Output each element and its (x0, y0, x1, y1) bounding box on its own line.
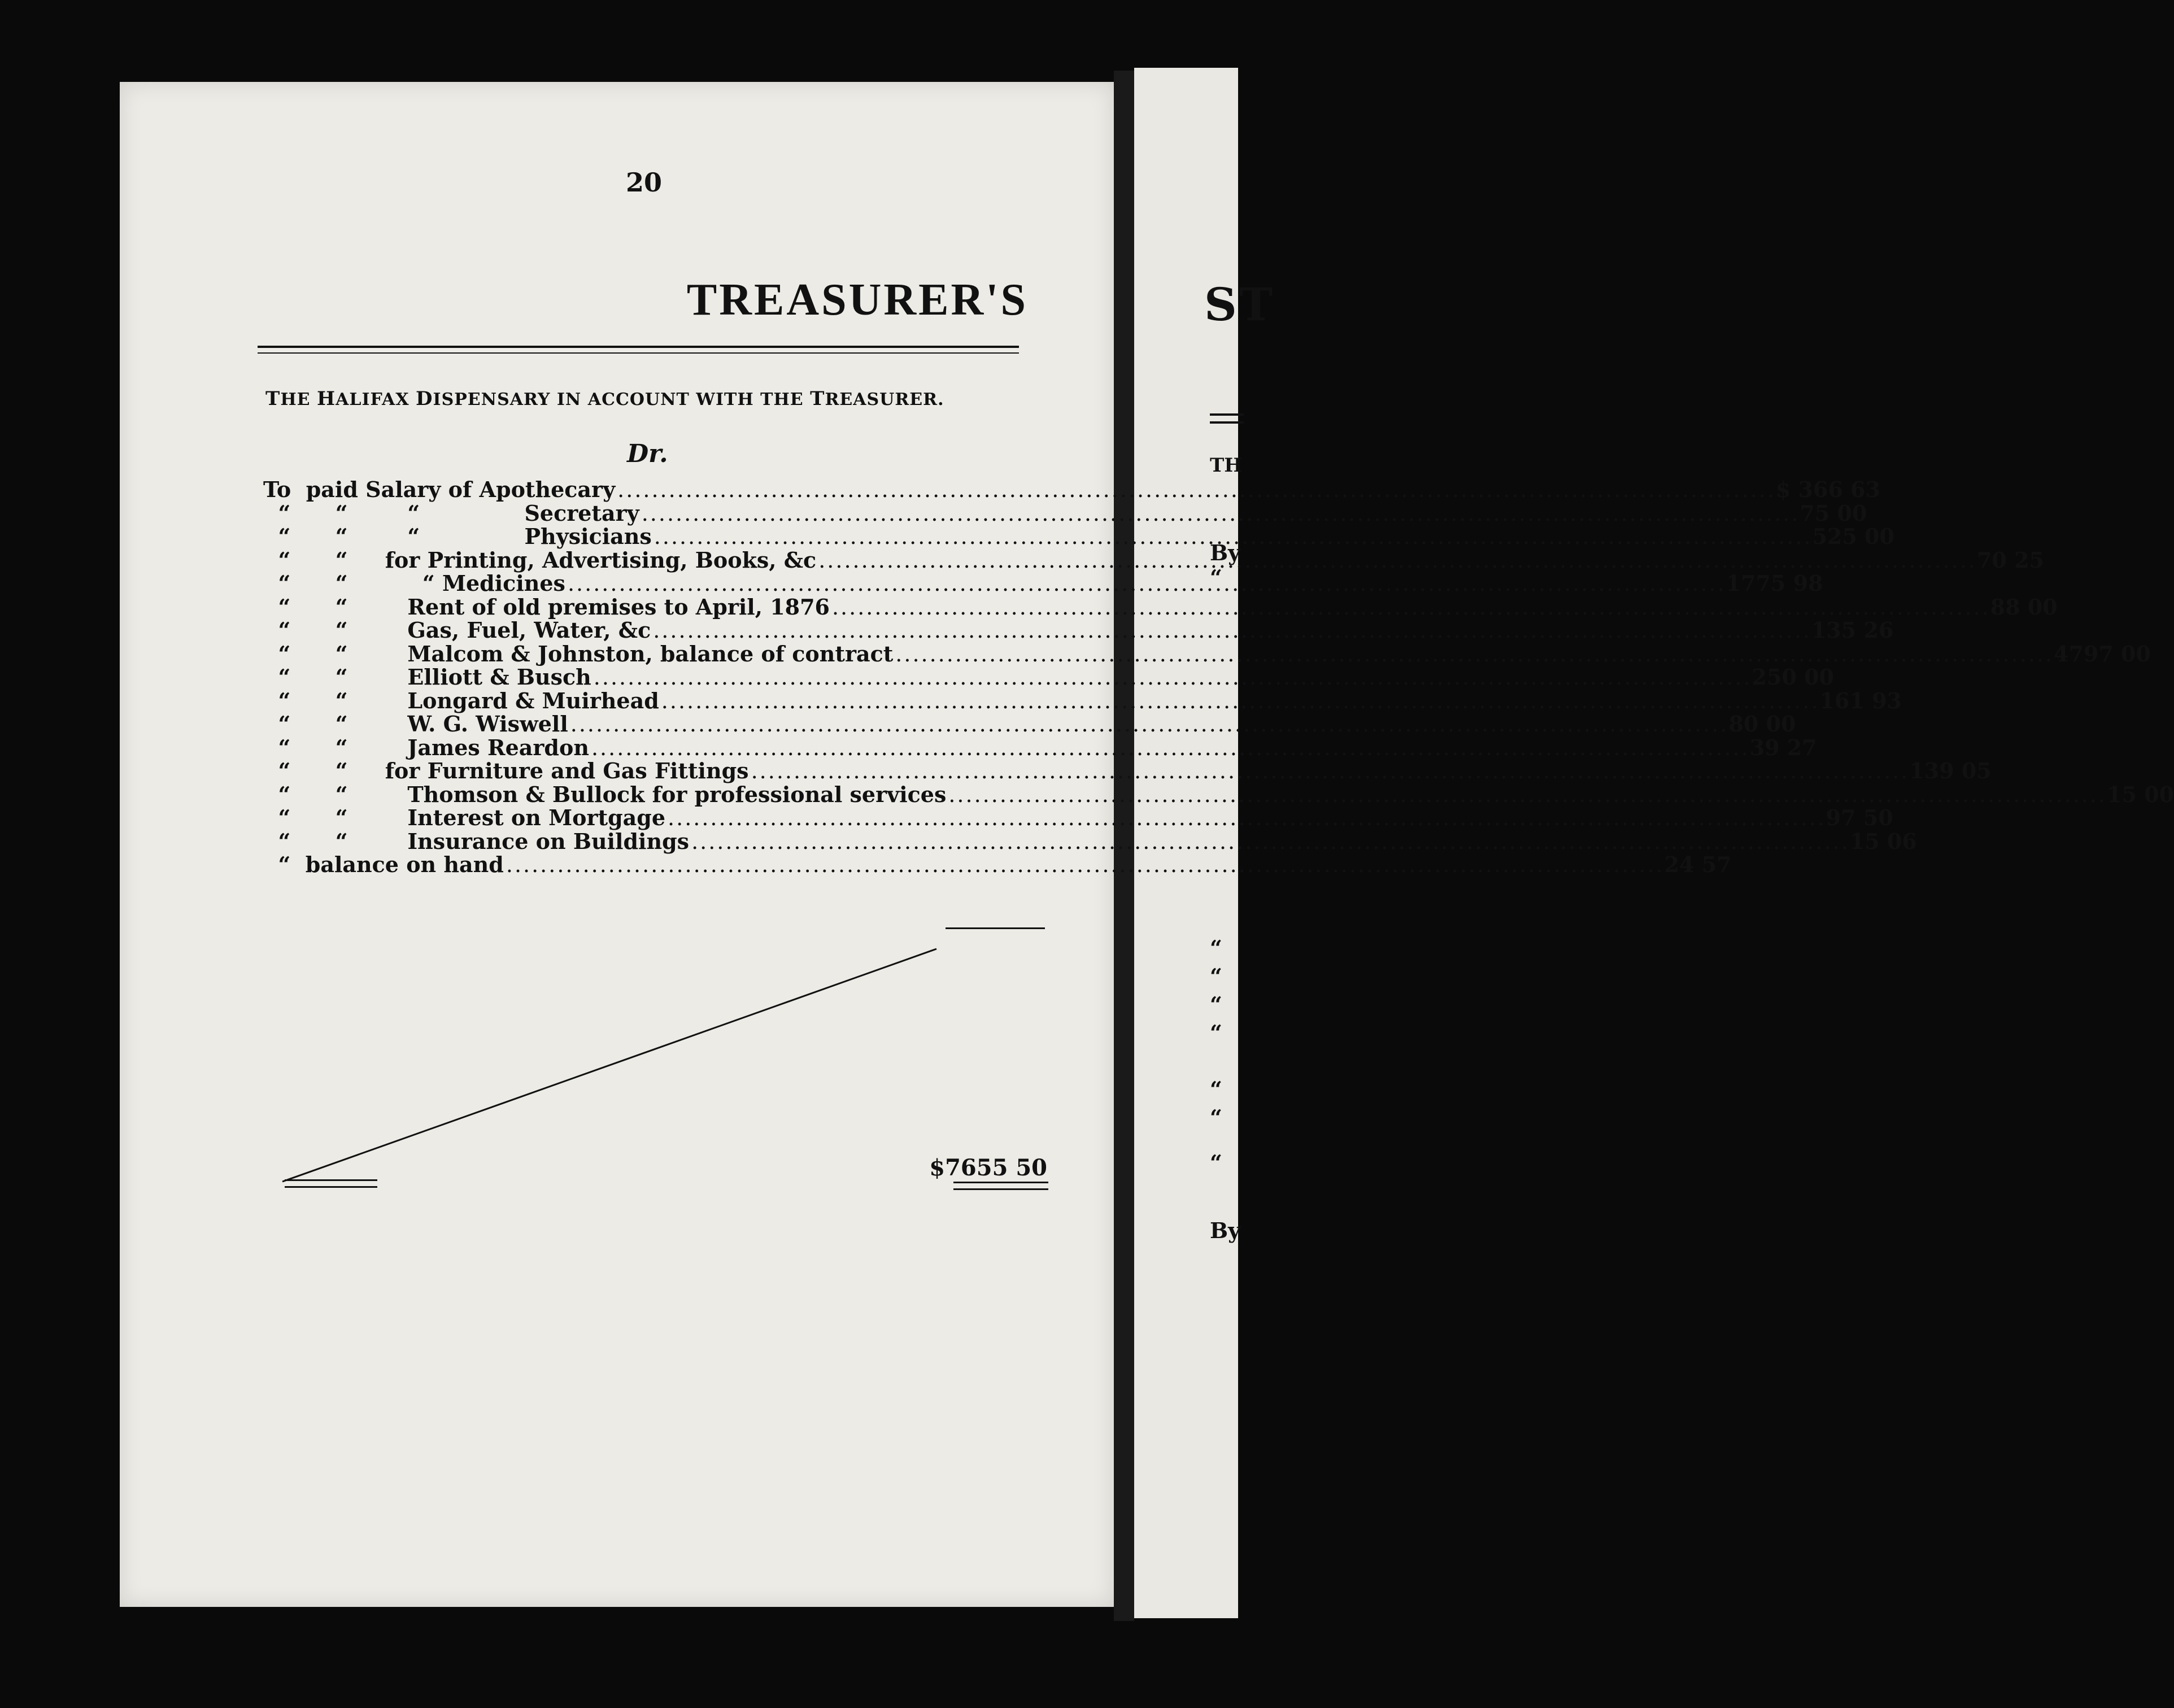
ledger-row-amount: 1775 98 (1726, 570, 1823, 596)
right-page-rule (1210, 413, 1244, 416)
right-page-by-line: “ (1210, 964, 1222, 989)
title-rule (258, 352, 1019, 354)
ledger-row-amount: 139 05 (1909, 758, 1992, 783)
ledger-row (263, 711, 1796, 737)
right-page-by-line: “ (1210, 1105, 1222, 1130)
ledger-row (263, 477, 1881, 502)
leader-dots (691, 830, 1850, 854)
ledger-row-description: Interest on Mortgage (407, 805, 666, 830)
ledger-row-prefix: “ “ “ (263, 500, 525, 526)
ledger-row-description: Salary of Apothecary (365, 477, 616, 502)
ledger-row-amount: 88 00 (1990, 594, 2058, 620)
ledger-row-label (263, 572, 1726, 596)
right-page-by-line: “ (1210, 565, 1222, 590)
ledger-row (263, 758, 1992, 783)
ledger-row (263, 617, 1894, 643)
ledger-row-label (263, 618, 1811, 643)
right-page-by-line: “ (1210, 992, 1222, 1017)
leader-dots (642, 502, 1800, 526)
leader-dots (895, 643, 2054, 666)
leader-dots (617, 478, 1776, 502)
ledger-row-amount: 75 00 (1800, 500, 1867, 526)
right-page-title-fragment: ST (1204, 278, 1275, 331)
ledger-row-amount: $ 366 63 (1775, 477, 1881, 502)
right-page-subtitle-fragment: TH (1210, 454, 1243, 477)
leader-dots (661, 690, 1820, 713)
subtitle-part: REASURER. (825, 390, 944, 409)
ledger-row (263, 524, 1894, 549)
ledger-row-label (263, 736, 1750, 760)
right-page-by-line: “ (1210, 1150, 1222, 1175)
leader-dots (751, 760, 1910, 783)
ledger-row-description: Gas, Fuel, Water, &c (407, 617, 651, 643)
account-subtitle (265, 387, 944, 410)
right-page-by-line: “ (1210, 1020, 1222, 1045)
ledger-row-description: Physicians (524, 524, 652, 549)
ledger-row-label (263, 806, 1826, 830)
ledger-row-prefix: “ “ (263, 758, 385, 783)
ledger-row-label (263, 502, 1800, 526)
ledger-row-label (263, 478, 1776, 502)
subtitle-part: ISPENSARY IN ACCOUNT WITH THE (433, 390, 811, 409)
ledger-row-label (263, 665, 1752, 690)
ledger-row-label (263, 595, 1990, 620)
ledger-row-label (263, 689, 1820, 713)
subtitle-part: H (316, 387, 336, 410)
ledger-row (263, 500, 1867, 526)
ledger-row-amount: 525 00 (1812, 524, 1894, 549)
leader-dots (948, 783, 2107, 807)
ledger-row (263, 828, 1917, 854)
ledger-row (263, 640, 2151, 666)
subtitle-part: HE (280, 390, 317, 409)
right-page-by-line: “ (1210, 1077, 1222, 1102)
ledger-row-description: balance on hand (305, 852, 504, 877)
sum-rule (946, 927, 1045, 929)
ledger-row (263, 664, 1834, 690)
ledger-row-description: Thomson & Bullock for professional services (407, 781, 947, 807)
ledger-row-description: Medicines (442, 570, 565, 596)
ledger-row (263, 852, 1732, 877)
ledger-row (263, 805, 1893, 830)
ledger-row-prefix: “ “ (263, 640, 408, 666)
ledger-row-prefix: “ “ (263, 594, 408, 620)
ledger-row-prefix: “ “ (263, 805, 408, 830)
ledger-row (263, 687, 1902, 713)
total-double-rule (953, 1182, 1048, 1183)
ledger-row-amount: 4797 00 (2054, 640, 2151, 666)
ledger-row-prefix: “ “ “ (263, 570, 442, 596)
ledger-row-label (263, 759, 1909, 783)
ledger-row-amount: 70 25 (1976, 547, 2044, 573)
ledger-row-description: for Furniture and Gas Fittings (385, 758, 749, 783)
ledger-row-amount: 39 27 (1749, 734, 1817, 760)
subtitle-part: T (810, 387, 825, 410)
ledger-row-label (263, 783, 2107, 807)
leader-dots (568, 572, 1726, 596)
ledger-row-label (263, 548, 1977, 573)
leader-dots (591, 737, 1750, 760)
debit-label: Dr. (627, 439, 668, 468)
leader-dots (570, 713, 1729, 737)
ledger-row-label (263, 712, 1729, 737)
leader-dots (594, 666, 1752, 690)
ledger-row-amount: 80 00 (1728, 711, 1796, 737)
right-page-by-line: “ (1210, 935, 1222, 961)
ledger-row-label (263, 830, 1850, 854)
ledger-row-prefix: “ “ (263, 617, 408, 643)
double-rule (285, 1186, 377, 1188)
subtitle-part: D (416, 387, 433, 410)
leader-dots (506, 853, 1665, 877)
ledger-row-amount: 161 93 (1819, 687, 1902, 713)
ledger-row-description: Insurance on Buildings (407, 828, 690, 854)
leader-dots (654, 525, 1813, 549)
ledger-row-prefix: “ “ “ (263, 524, 525, 549)
ledger-row-description: W. G. Wiswell (407, 711, 568, 737)
ledger-row-prefix: “ (263, 852, 306, 877)
ledger-row-description: for Printing, Advertising, Books, &c (385, 547, 817, 573)
ledger-row-prefix: “ “ (263, 547, 385, 573)
ledger-row-description: James Reardon (407, 734, 589, 760)
title-rule (258, 346, 1019, 348)
ledger-row-amount: 135 26 (1811, 617, 1894, 643)
ledger-row (263, 734, 1817, 760)
ledger-row-prefix: “ “ (263, 664, 408, 690)
ledger-row (263, 781, 2174, 807)
ledger-row (263, 570, 1823, 596)
ledger-row-label (263, 853, 1665, 877)
subtitle-part: ALIFAX (336, 390, 416, 409)
leader-dots (668, 807, 1826, 830)
ledger-row-description: Malcom & Johnston, balance of contract (407, 640, 894, 666)
ledger-row-amount: 250 00 (1752, 664, 1834, 690)
subtitle-part: T (265, 387, 281, 410)
ledger-row-description: Rent of old premises to April, 1876 (407, 594, 830, 620)
ledger-row-label (263, 642, 2054, 666)
ledger-row (263, 594, 2058, 620)
page-title: TREASURER'S (686, 275, 1028, 325)
ledger-row-amount: 24 57 (1664, 852, 1732, 877)
right-page-by-line: By (1210, 1218, 1241, 1243)
ledger-row-prefix: “ “ (263, 828, 408, 854)
right-page-rule (1210, 421, 1244, 424)
cancel-line (282, 949, 960, 1186)
ledger-row-amount: 15 06 (1849, 828, 1917, 854)
ledger-row-description: Longard & Muirhead (407, 687, 659, 713)
total-amount: $7655 50 (929, 1154, 1047, 1181)
ledger-row-description: Secretary (524, 500, 639, 526)
ledger-row-amount: 97 50 (1826, 805, 1893, 830)
right-page-by-line: By (1210, 540, 1241, 565)
ledger-row-prefix: “ “ (263, 734, 408, 760)
ledger-row-prefix: To paid (263, 477, 366, 502)
ledger-row-prefix: “ “ (263, 711, 408, 737)
ledger-row-amount: 15 00 (2107, 781, 2174, 807)
ledger-row-label (263, 525, 1813, 549)
leader-dots (832, 596, 1990, 620)
ledger-row-prefix: “ “ (263, 687, 408, 713)
ledger-row-description: Elliott & Busch (407, 664, 591, 690)
double-rule (285, 1179, 377, 1181)
ledger-row-prefix: “ “ (263, 781, 408, 807)
total-double-rule (953, 1188, 1048, 1190)
leader-dots (818, 549, 1977, 573)
leader-dots (653, 619, 1811, 643)
page-number: 20 (626, 167, 663, 198)
